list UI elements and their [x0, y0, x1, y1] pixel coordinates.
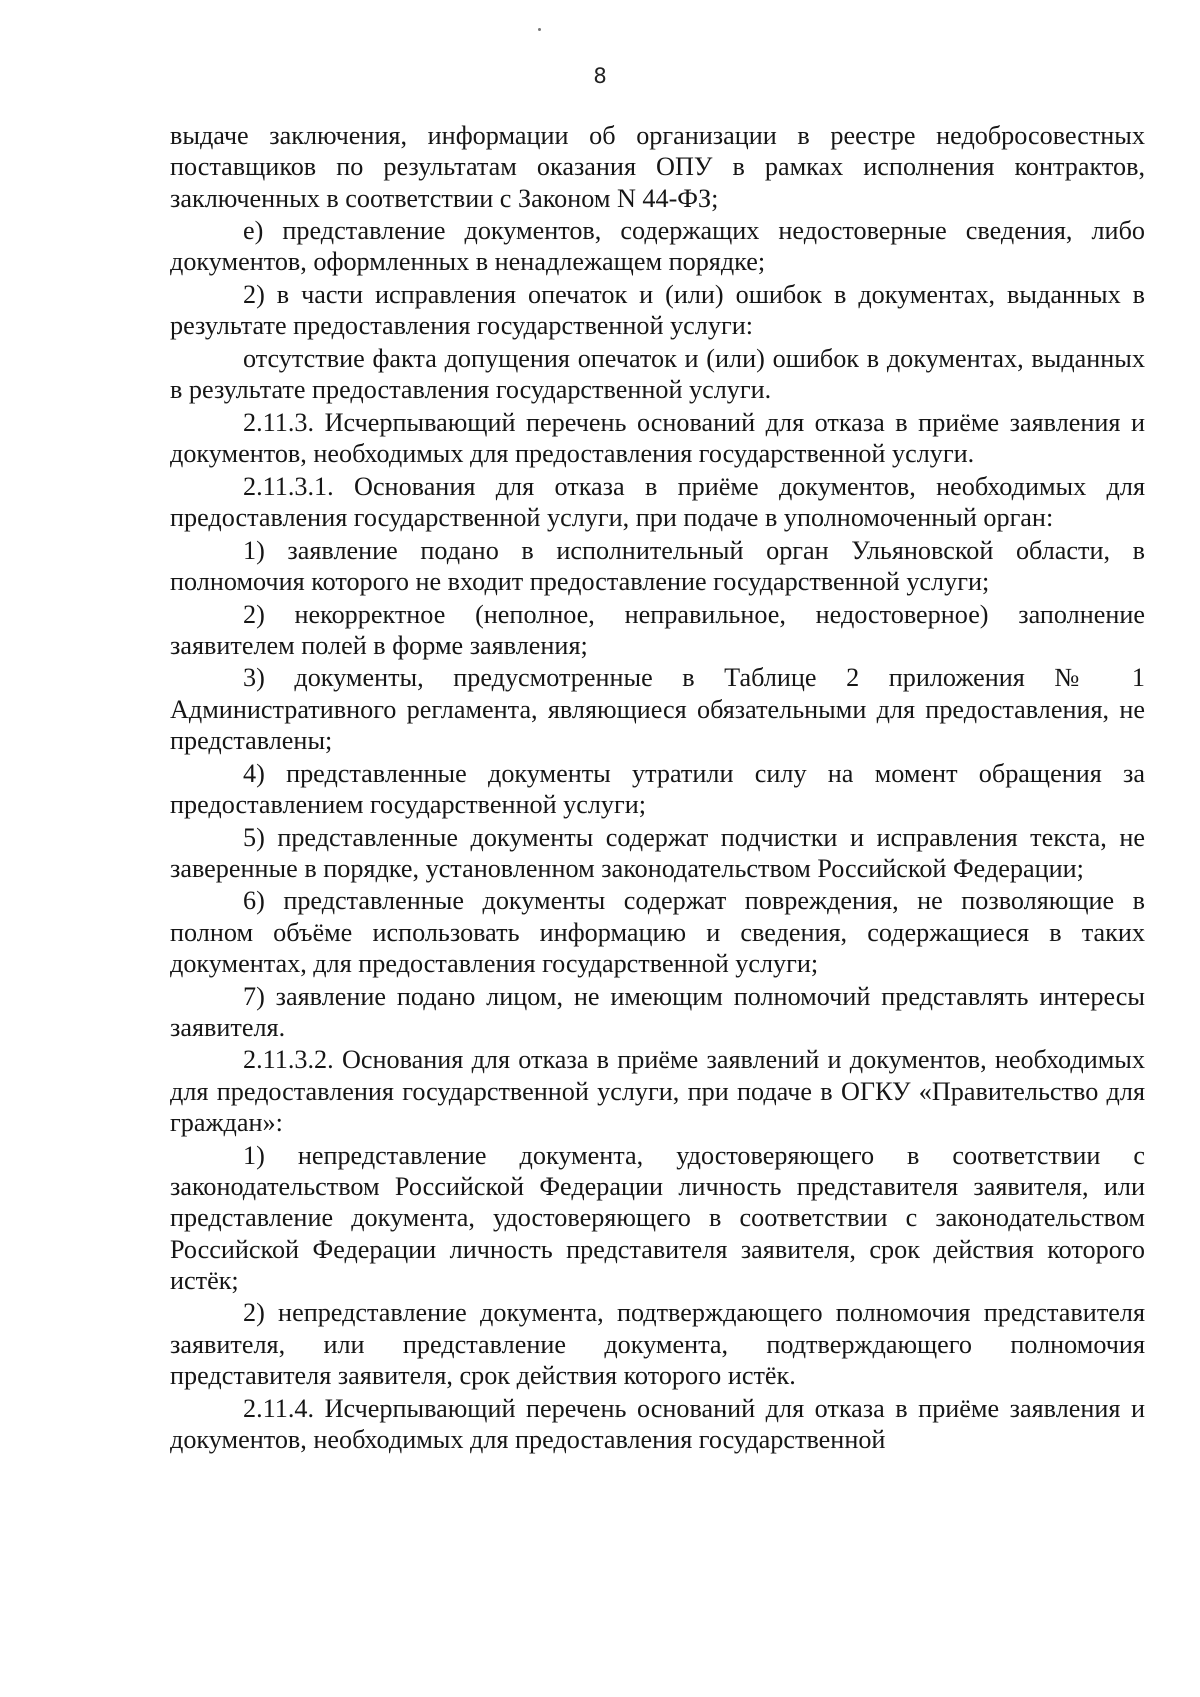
list-item: 2) непредставление документа, подтверждающего полномочия представителя заявителя, или представление документа, подтверждающего полномочия представителя заявителя, срок действия которого истёк.	[170, 1298, 1145, 1391]
paragraph: е) представление документов, содержащих недостоверные сведения, либо документов, оформленных в ненадлежащем порядке;	[170, 216, 1145, 277]
section-heading: 2.11.3. Исчерпывающий перечень оснований для отказа в приёме заявления и документов, необходимых для предоставления государственной услуги.	[170, 407, 1145, 469]
list-item: 5) представленные документы содержат подчистки и исправления текста, не заверенные в порядке, установленном законодательством Российской Федерации;	[170, 822, 1145, 883]
list-item: 1) заявление подано в исполнительный орган Ульяновской области, в полномочия которого не входит предоставление государственной услуги;	[170, 535, 1145, 596]
paragraph: отсутствие факта допущения опечаток и (или) ошибок в документах, выданных в результате предоставления государственной услуги.	[170, 343, 1145, 405]
page-number: 8	[593, 64, 607, 88]
section-heading: 2.11.4. Исчерпывающий перечень оснований для отказа в приёме заявления и документов, необходимых для предоставления государственной	[170, 1393, 1145, 1454]
scan-artifact	[538, 28, 541, 31]
paragraph: выдаче заключения, информации об организации в реестре недобросовестных поставщиков по результатам оказания ОПУ в рамках исполнения контрактов, заключенных в соответствии с Законом N 44-ФЗ;	[170, 121, 1145, 213]
list-item: 3) документы, предусмотренные в Таблице 2 приложения № 1 Административного регламента, являющиеся обязательными для предоставления, не представлены;	[170, 663, 1145, 756]
paragraph: 2) в части исправления опечаток и (или) ошибок в документах, выданных в результате предоставления государственной услуги:	[170, 280, 1145, 341]
list-item: 1) непредставление документа, удостоверяющего в соответствии с законодательством Российской Федерации личность представителя заявителя, или представление документа, удостоверяющего в соответствии с законодательством Российской Федерации личность представителя заявителя, срок действия которого истёк;	[170, 1140, 1145, 1295]
paragraph: 2.11.3.1. Основания для отказа в приёме документов, необходимых для предоставления государственной услуги, при подаче в уполномоченный орган:	[170, 471, 1145, 533]
list-item: 7) заявление подано лицом, не имеющим полномочий представлять интересы заявителя.	[170, 981, 1145, 1042]
list-item: 4) представленные документы утратили силу на момент обращения за предоставлением государственной услуги;	[170, 758, 1145, 819]
list-item: 6) представленные документы содержат повреждения, не позволяющие в полном объёме использовать информацию и сведения, содержащиеся в таких документах, для предоставления государственной услуги;	[170, 886, 1145, 978]
document-body	[170, 120, 1145, 1457]
list-item: 2) некорректное (неполное, неправильное, недостоверное) заполнение заявителем полей в форме заявления;	[170, 599, 1145, 660]
paragraph: 2.11.3.2. Основания для отказа в приёме заявлений и документов, необходимых для предоставления государственной услуги, при подаче в ОГКУ «Правительство для граждан»:	[170, 1045, 1145, 1138]
